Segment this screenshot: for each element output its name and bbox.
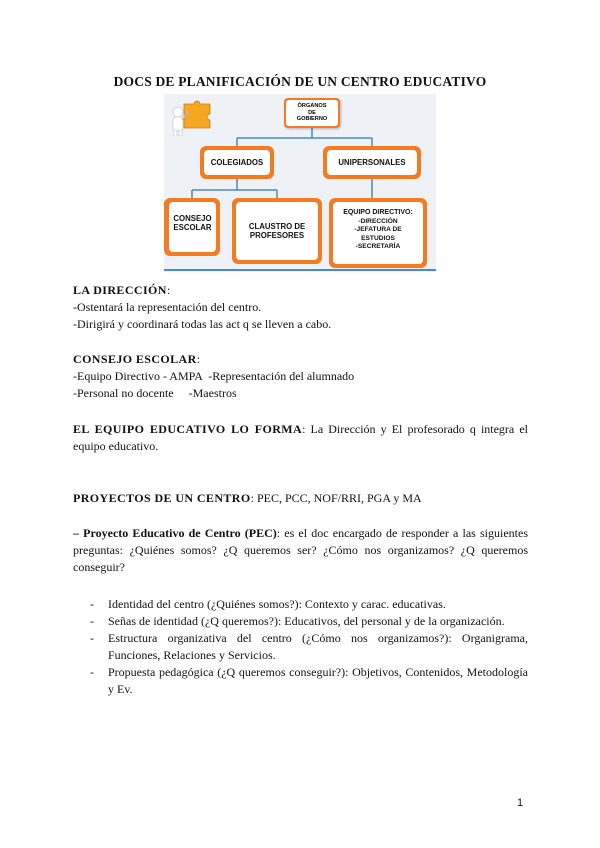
- node-equipo-item: -SECRETARÍA: [355, 243, 401, 251]
- equipo-educativo-heading: EL EQUIPO EDUCATIVO LO FORMA: [73, 422, 303, 436]
- list-item: - Propuesta pedagógica (¿Q queremos conseguir?): Objetivos, Contenidos, Metodología y Ev.: [88, 664, 528, 698]
- equipo-educativo-paragraph: [73, 421, 528, 455]
- proyectos-paragraph: [73, 490, 528, 507]
- list-item: - Señas de identidad (¿Q queremos?): Educativos, del personal y de la organización.: [88, 613, 528, 630]
- direccion-heading: LA DIRECCIÓN: [73, 283, 167, 297]
- node-organos-de-gobierno: [284, 98, 340, 128]
- proyectos-heading: PROYECTOS DE UN CENTRO: [73, 491, 251, 505]
- direccion-section: [73, 282, 528, 333]
- direccion-line: -Ostentará la representación del centro.: [73, 300, 262, 314]
- node-root-line: ÓRGANOS: [297, 103, 327, 109]
- node-root-line: GOBIERNO: [296, 116, 328, 123]
- list-item: - Identidad del centro (¿Quiénes somos?): Contexto y carac. educativas.: [88, 596, 528, 613]
- node-equipo-item: ESTUDIOS: [361, 234, 395, 242]
- consejo-heading: CONSEJO ESCOLAR: [73, 352, 197, 366]
- equipo-educativo-text: : La Dirección y El profesorado q integra el equipo educativo.: [73, 422, 528, 453]
- list-item: - Estructura organizativa del centro (¿Cómo nos organizamos?): Organigrama, Funciones, Relaciones y Servicios.: [88, 630, 528, 664]
- node-consejo-line: ESCOLAR: [173, 223, 212, 232]
- node-consejo-escolar: [164, 198, 220, 256]
- pec-bullet-list: [88, 596, 528, 698]
- node-claustro-line: PROFESORES: [249, 231, 305, 240]
- node-consejo-line: CONSEJO: [173, 214, 212, 223]
- direccion-colon: :: [166, 283, 171, 297]
- node-unipersonales: UNIPERSONALES: [323, 146, 421, 179]
- node-root-line: DE: [308, 109, 316, 116]
- node-equipo-directivo: [329, 198, 427, 268]
- consejo-line: -Equipo Directivo - AMPA -Representación del alumnado: [73, 369, 355, 383]
- consejo-colon: :: [196, 352, 201, 366]
- pec-paragraph: [73, 525, 528, 576]
- node-claustro-de-profesores: [232, 198, 322, 264]
- consejo-line: -Personal no docente -Maestros: [73, 386, 237, 400]
- node-colegiados: COLEGIADOS: [200, 146, 274, 179]
- pec-text: : es el doc encargado de responder a las siguientes preguntas: ¿Quiénes somos? ¿Q queremos ser? ¿Cómo nos organizamos? ¿Q queremos conseguir?: [73, 526, 528, 574]
- page-title: DOCS DE PLANIFICACIÓN DE UN CENTRO EDUCATIVO: [113, 74, 487, 89]
- page-number: 1: [517, 797, 524, 809]
- proyectos-text: : PEC, PCC, NOF/RRI, PGA y MA: [250, 491, 422, 505]
- node-equipo-title: EQUIPO DIRECTIVO:: [343, 209, 413, 216]
- consejo-section: [73, 351, 528, 402]
- puzzle-figure-icon: [166, 94, 216, 136]
- pec-heading: – Proyecto Educativo de Centro (PEC): [73, 526, 277, 540]
- node-equipo-item: -DIRECCIÓN: [358, 217, 398, 225]
- org-chart-diagram: [164, 94, 436, 272]
- direccion-line: -Dirigirá y coordinará todas las act q se lleven a cabo.: [73, 317, 332, 331]
- node-claustro-line: CLAUSTRO DE: [248, 222, 306, 231]
- node-equipo-item: -JEFATURA DE: [354, 226, 402, 234]
